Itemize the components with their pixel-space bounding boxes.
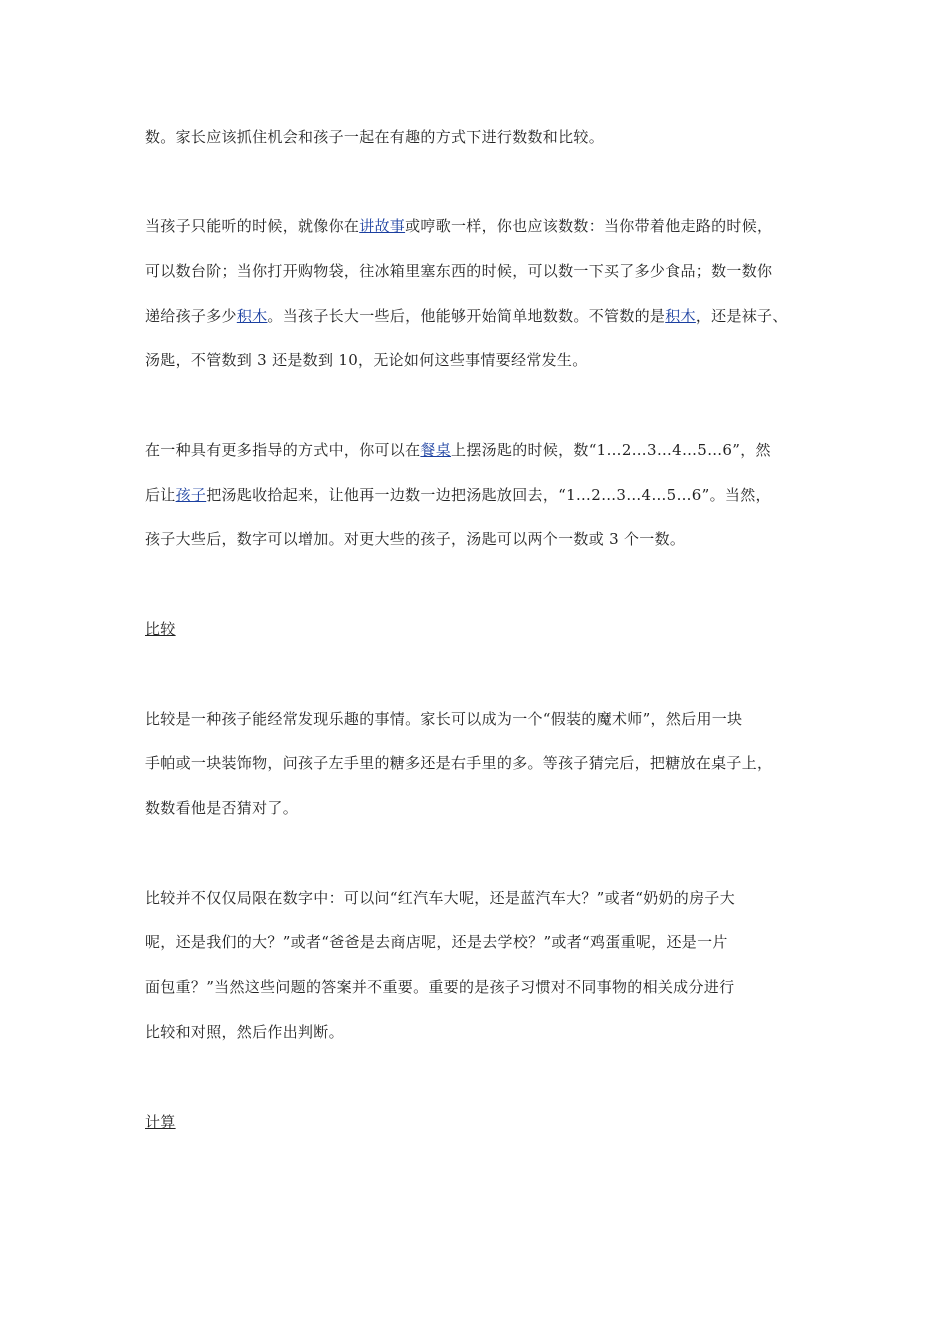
paragraph-line [145,485,771,505]
paragraph-line [145,1022,344,1042]
paragraph-line [145,440,771,460]
text: 数。家长应该抓住机会和孩子一起在有趣的方式下进行数数和比较。 [145,128,605,146]
link-dining-table[interactable]: 餐桌 [420,441,452,459]
text: 手帕或一块装饰物，问孩子左手里的糖多还是右手里的多。等孩子猜完后，把糖放在桌子上， [145,754,773,772]
text: 在一种具有更多指导的方式中，你可以在 [145,441,421,459]
heading-text: 计算 [145,1113,176,1131]
paragraph-line [145,529,685,549]
text: 递给孩子多少 [145,307,237,325]
section-heading-calculate [145,1112,176,1132]
text: ，还是袜子、 [695,307,788,325]
text: 比较是一种孩子能经常发现乐趣的事情。家长可以成为一个“假装的魔术师”，然后用一块 [145,710,743,728]
text: 比较和对照，然后作出判断。 [145,1023,344,1041]
paragraph-line [145,216,772,236]
paragraph-line [145,127,604,147]
text: 呢，还是我们的大？”或者“爸爸是去商店呢，还是去学校？”或者“鸡蛋重呢，还是一片 [145,933,728,951]
paragraph-line [145,932,728,952]
text: 汤匙，不管数到 3 还是数到 10，无论如何这些事情要经常发生。 [145,351,588,369]
paragraph-line [145,798,298,818]
text: 上摆汤匙的时候，数“1…2…3…4…5…6”，然 [451,441,771,459]
text: 把汤匙收拾起来，让他再一边数一边把汤匙放回去，“1…2…3…4…5…6”。当然， [206,486,771,504]
link-children[interactable]: 孩子 [175,486,207,504]
link-building-blocks-2[interactable]: 积木 [665,307,696,325]
paragraph-line [145,261,772,281]
text: 孩子大些后，数字可以增加。对更大些的孩子，汤匙可以两个一数或 3 个一数。 [145,530,686,548]
link-storytelling[interactable]: 讲故事 [359,217,406,235]
paragraph-line [145,753,772,773]
text: 后让 [145,486,176,504]
text: 可以数台阶；当你打开购物袋，往冰箱里塞东西的时候，可以数一下买了多少食品；数一数你 [145,262,773,280]
text: 数数看他是否猜对了。 [145,799,299,817]
section-heading-compare [145,619,176,639]
link-building-blocks[interactable]: 积木 [236,307,268,325]
text: 。当孩子长大一些后，他能够开始简单地数数。不管数的是 [267,307,666,325]
paragraph-line [145,888,735,908]
paragraph-line [145,709,742,729]
paragraph-line [145,306,788,326]
paragraph-line [145,350,588,370]
paragraph-line [145,977,734,997]
text: 面包重？”当然这些问题的答案并不重要。重要的是孩子习惯对不同事物的相关成分进行 [145,978,735,996]
heading-text: 比较 [145,620,176,638]
text: 当孩子只能听的时候，就像你在 [145,217,360,235]
text: 比较并不仅仅局限在数字中：可以问“红汽车大呢，还是蓝汽车大？”或者“奶奶的房子大 [145,889,736,907]
text: 或哼歌一样，你也应该数数：当你带着他走路的时候， [405,217,773,235]
